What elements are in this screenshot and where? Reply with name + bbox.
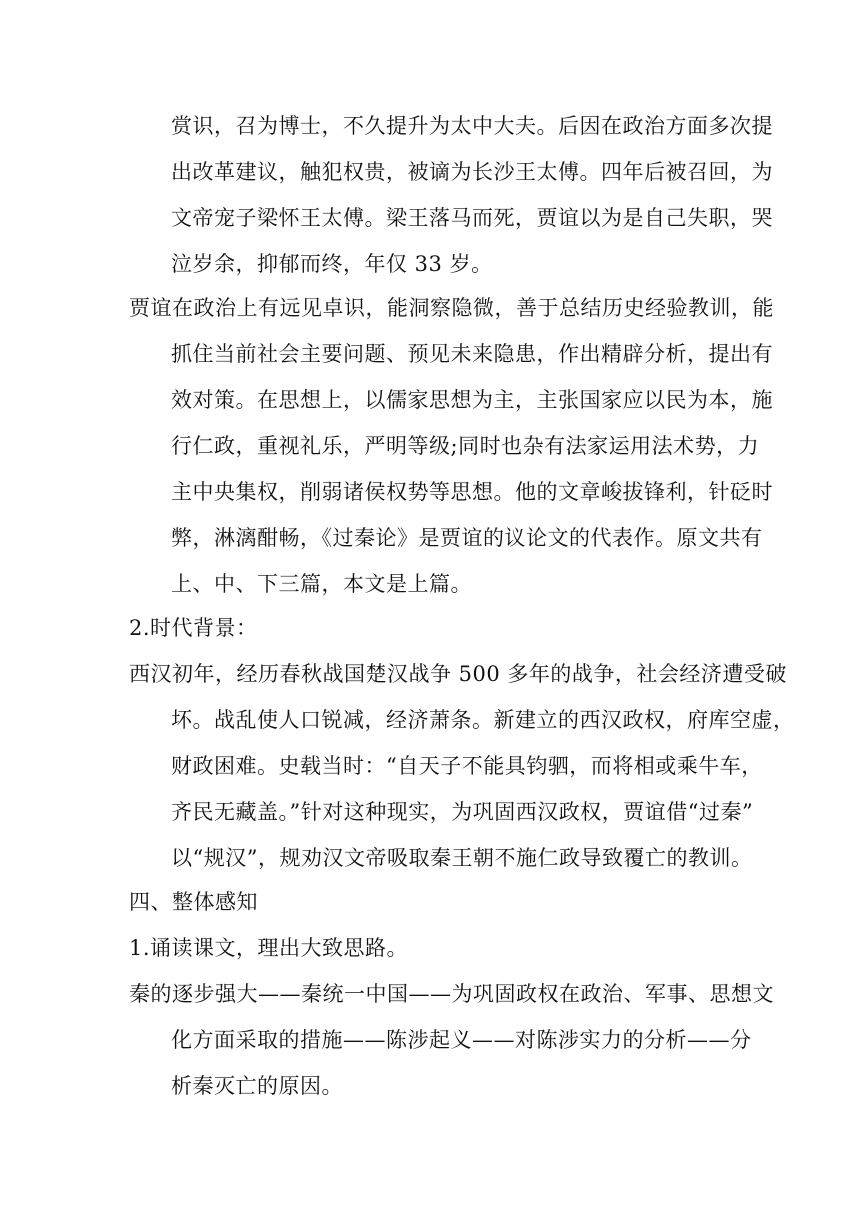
- section-heading: 2.时代背景：: [129, 616, 258, 640]
- text-line: 出改革建议，触犯权贵，被谪为长沙王太傅。四年后被召回，为: [171, 160, 773, 184]
- text-line: 以“规汉”，规劝汉文帝吸取秦王朝不施仁政导致覆亡的教训。: [171, 846, 753, 870]
- text-line: 文帝宠子梁怀王太傅。梁王落马而死，贾谊以为是自己失职，哭: [171, 206, 773, 230]
- text-line: 弊，淋漓酣畅，《过秦论》是贾谊的议论文的代表作。原文共有: [171, 526, 763, 550]
- text-line: 上、中、下三篇，本文是上篇。: [171, 572, 472, 596]
- text-line: 泣岁余，抑郁而终，年仅 33 岁。: [171, 252, 493, 276]
- text-line: 行仁政，重视礼乐，严明等级;同时也杂有法家运用法术势，力: [171, 434, 760, 458]
- text-line: 坏。战乱使人口锐减，经济萧条。新建立的西汉政权，府库空虚，: [171, 708, 795, 732]
- text-line: 主中央集权，削弱诸侯权势等思想。他的文章峻拔锋利，针砭时: [171, 480, 773, 504]
- text-line: 抓住当前社会主要问题、预见未来隐患，作出精辟分析，提出有: [171, 342, 773, 366]
- text-line: 析秦灭亡的原因。: [171, 1074, 343, 1098]
- text-line: 赏识，召为博士，不久提升为太中大夫。后因在政治方面多次提: [171, 114, 773, 138]
- text-line: 化方面采取的措施——陈涉起义——对陈涉实力的分析——分: [171, 1028, 752, 1052]
- section-heading: 四、整体感知: [129, 890, 258, 914]
- text-line: 效对策。在思想上，以儒家思想为主，主张国家应以民为本，施: [171, 388, 773, 412]
- paragraph-start-line: 贾谊在政治上有远见卓识，能洞察隐微，善于总结历史经验教训，能: [129, 296, 774, 320]
- paragraph-start-line: 秦的逐步强大——秦统一中国——为巩固政权在政治、军事、思想文: [129, 982, 774, 1006]
- paragraph-start-line: 西汉初年，经历春秋战国楚汉战争 500 多年的战争，社会经济遭受破: [129, 662, 787, 686]
- text-line: 齐民无藏盖。”针对这种现实，为巩固西汉政权，贾谊借“过秦”: [171, 800, 754, 824]
- sub-heading: 1.诵读课文，理出大致思路。: [129, 936, 409, 960]
- text-line: 财政困难。史载当时：“自天子不能具钧驷，而将相或乘牛车，: [171, 754, 763, 778]
